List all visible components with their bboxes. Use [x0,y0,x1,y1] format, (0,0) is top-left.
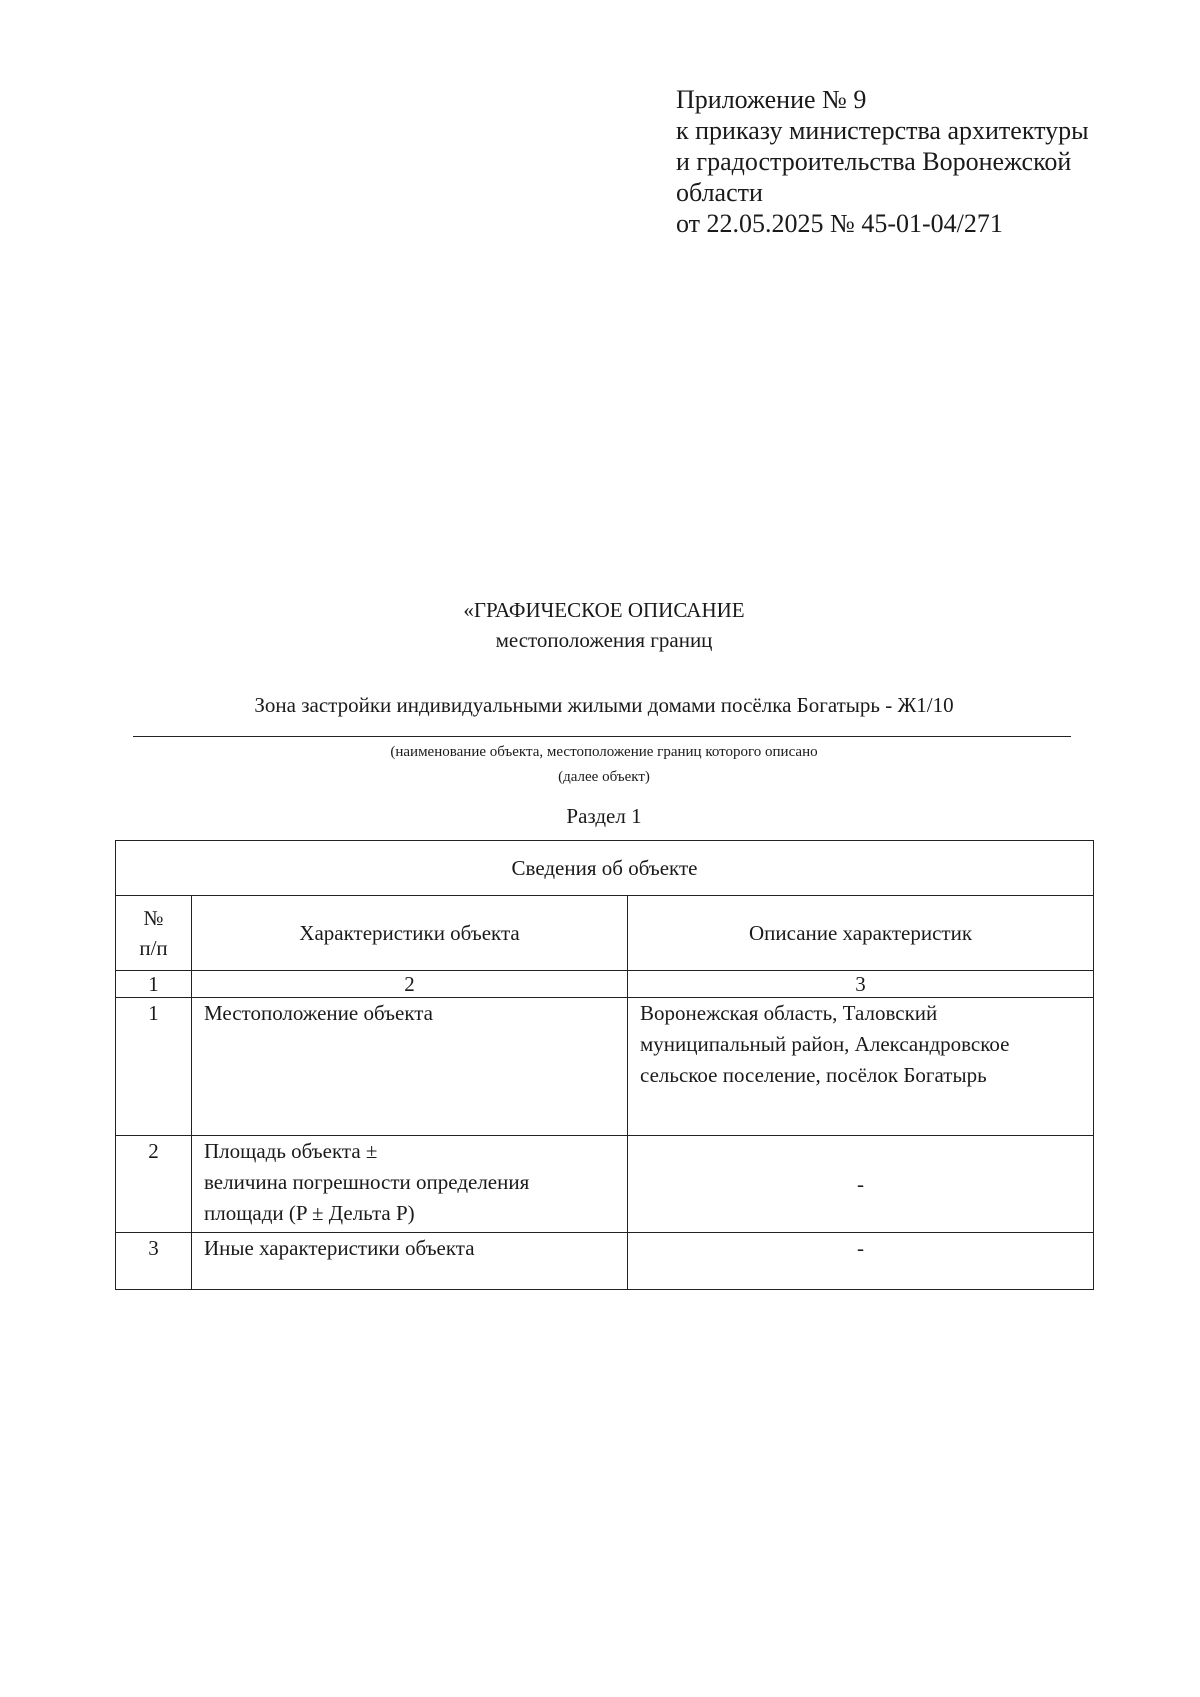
object-caption [115,740,1093,790]
row-description: - [628,1136,1094,1233]
document-title: «ГРАФИЧЕСКОЕ ОПИСАНИЕ [463,598,745,622]
object-caption-line-2: (далее объект) [558,769,650,785]
section-title: Раздел 1 [566,804,642,828]
appendix-date-line: от 22.05.2025 № 45-01-04/271 [676,209,1003,238]
appendix-ministry-line: и градостроительства Воронежской [676,147,1072,176]
appendix-header [676,84,1146,239]
header-number-symbol: № [143,906,164,930]
table-row [116,1136,1094,1233]
row-characteristic: Иные характеристики объекта [192,1233,628,1290]
object-caption-line-1: (наименование объекта, местоположение границ которого описано [390,744,818,760]
row-number: 1 [116,998,192,1136]
table-caption: Сведения об объекте [116,841,1094,896]
row-characteristic-line: Площадь объекта ± [204,1139,378,1163]
header-number [116,896,192,971]
row-characteristic [192,1136,628,1233]
object-info-table [115,840,1094,1290]
table-header-row [116,896,1094,971]
appendix-order-line: к приказу министерства архитектуры [676,116,1089,145]
row-number: 2 [116,1136,192,1233]
row-number: 3 [116,1233,192,1290]
object-name: Зона застройки индивидуальными жилыми домами посёлка Богатырь - Ж1/10 [254,693,954,717]
header-number-abbr: п/п [139,936,168,960]
header-characteristics: Характеристики объекта [192,896,628,971]
column-number-row [116,971,1094,998]
table-caption-row [116,841,1094,896]
row-description: - [628,1233,1094,1290]
column-number: 3 [628,971,1094,998]
table-row [116,1233,1094,1290]
document-subtitle: местоположения границ [495,628,713,652]
column-number: 1 [116,971,192,998]
row-characteristic: Местоположение объекта [192,998,628,1136]
column-number: 2 [192,971,628,998]
row-description: Воронежская область, Таловский муниципальный район, Александровское сельское поселение, посёлок Богатырь [628,998,1094,1136]
table-row [116,998,1094,1136]
appendix-number: Приложение № 9 [676,85,867,114]
row-characteristic-line: площади (P ± Дельта P) [204,1201,415,1225]
header-description: Описание характеристик [628,896,1094,971]
object-name-underline [133,736,1071,737]
row-characteristic-line: величина погрешности определения [204,1170,530,1194]
appendix-region-line: области [676,178,763,207]
